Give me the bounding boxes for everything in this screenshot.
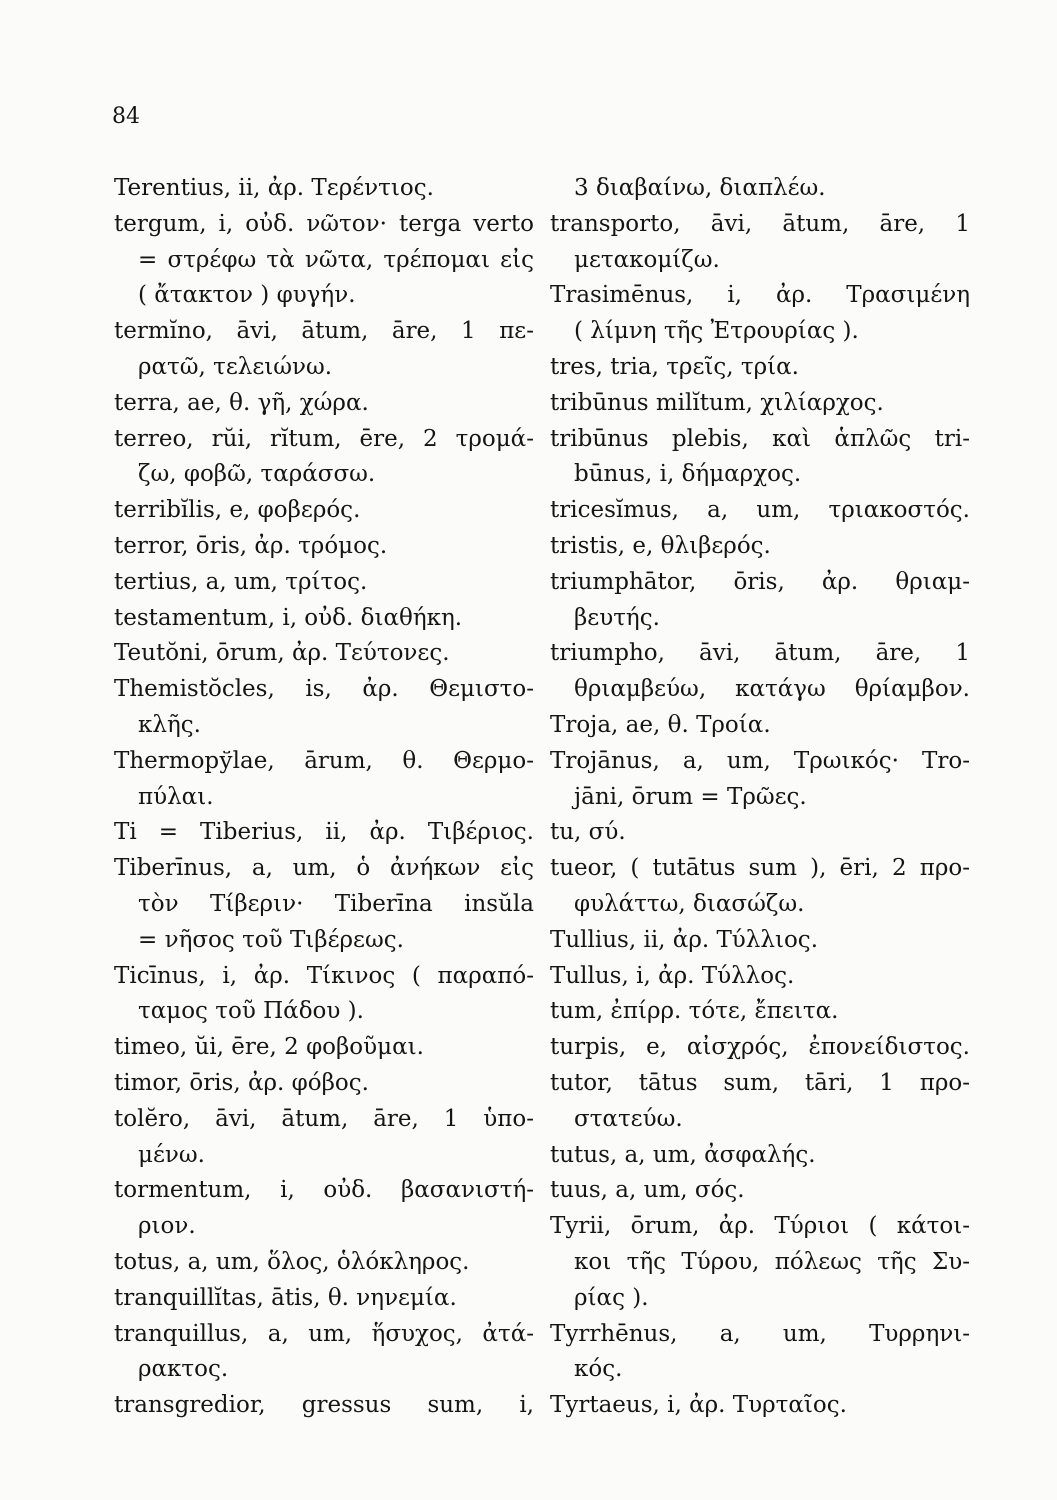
- dictionary-line: terror, ōris, ἀρ. τρόμος.: [114, 532, 388, 559]
- dictionary-line: timeo, ŭi, ēre, 2 φοβοῦμαι.: [114, 1034, 424, 1061]
- dictionary-line: testamentum, i, οὐδ. διαθήκη.: [114, 604, 463, 631]
- dictionary-line: κλῆς.: [138, 711, 201, 738]
- dictionary-line: tutus, a, um, ἀσφαλής.: [550, 1141, 816, 1168]
- dictionary-line: tricesĭmus, a, um, τριακοστός.: [550, 497, 970, 524]
- dictionary-line: termĭno, āvi, ātum, āre, 1 πε-: [114, 318, 534, 345]
- dictionary-line: Trojānus, a, um, Τρωικός· Tro-: [550, 747, 970, 774]
- dictionary-line: πύλαι.: [138, 783, 214, 810]
- right-column: [550, 171, 970, 1424]
- dictionary-line: = στρέφω τὰ νῶτα, τρέπομαι εἰς: [138, 246, 534, 273]
- dictionary-line: ταμος τοῦ Πάδου ).: [138, 998, 364, 1025]
- dictionary-line: κός.: [574, 1356, 623, 1383]
- dictionary-line: tueor, ( tutātus sum ), ēri, 2 προ-: [550, 855, 970, 882]
- dictionary-line: Trasimēnus, i, ἀρ. Τρασιμένη: [550, 282, 970, 309]
- dictionary-line: būnus, i, δήμαρχος.: [574, 461, 802, 488]
- dictionary-line: tuus, a, um, σός.: [550, 1177, 745, 1204]
- dictionary-line: turpis, e, αἰσχρός, ἐπονείδιστος.: [550, 1034, 970, 1061]
- dictionary-line: Tyrtaeus, i, ἀρ. Τυρταῖος.: [550, 1392, 847, 1419]
- dictionary-line: tranquillus, a, um, ἥσυχος, ἀτά-: [114, 1320, 534, 1347]
- dictionary-line: φυλάττω, διασώζω.: [574, 890, 805, 917]
- dictionary-line: Tullius, ii, ἀρ. Τύλλιος.: [550, 926, 819, 953]
- dictionary-line: terreo, rŭi, rĭtum, ēre, 2 τρομά-: [114, 425, 534, 452]
- dictionary-line: triumphātor, ōris, ἀρ. θριαμ-: [550, 568, 970, 595]
- dictionary-line: Themistŏcles, is, ἀρ. Θεμιστο-: [114, 676, 534, 703]
- dictionary-line: ( λίμνη τῆς Ἐτρουρίας ).: [574, 318, 859, 345]
- dictionary-line: ρακτος.: [138, 1356, 229, 1383]
- dictionary-line: 3 διαβαίνω, διαπλέω.: [574, 175, 826, 201]
- dictionary-line: στατεύω.: [574, 1105, 683, 1132]
- dictionary-line: κοι τῆς Τύρου, πόλεως τῆς Συ-: [574, 1248, 970, 1275]
- dictionary-line: μετακομίζω.: [574, 246, 720, 273]
- dictionary-line: Ti = Tiberius, ii, ἀρ. Τιβέριος.: [114, 819, 534, 846]
- dictionary-line: Tiberīnus, a, um, ὁ ἀνήκων εἰς: [114, 855, 534, 882]
- dictionary-line: tutor, tātus sum, tāri, 1 προ-: [550, 1069, 970, 1096]
- dictionary-line: totus, a, um, ὅλος, ὁλόκληρος.: [114, 1248, 470, 1275]
- left-column: [114, 171, 534, 1424]
- dictionary-line: μένω.: [138, 1141, 205, 1168]
- dictionary-line: triumpho, āvi, ātum, āre, 1: [550, 640, 970, 667]
- dictionary-line: tranquillĭtas, ātis, θ. νηνεμία.: [114, 1284, 457, 1311]
- dictionary-line: tu, σύ.: [550, 819, 626, 846]
- dictionary-line: Tyrii, ōrum, ἀρ. Τύριοι ( κάτοι-: [550, 1213, 970, 1240]
- dictionary-line: ( ἄτακτον ) φυγήν.: [138, 282, 356, 309]
- dictionary-line: Tullus, i, ἀρ. Τύλλος.: [550, 962, 795, 989]
- dictionary-line: tum, ἐπίρρ. τότε, ἔπειτα.: [550, 998, 839, 1025]
- dictionary-line: tergum, i, οὐδ. νῶτον· terga verto: [114, 210, 534, 237]
- dictionary-line: βευτής.: [574, 604, 660, 631]
- dictionary-line: Teutŏni, ōrum, ἀρ. Τεύτονες.: [114, 640, 450, 667]
- dictionary-line: Tyrrhēnus, a, um, Τυρρηνι-: [550, 1320, 970, 1347]
- dictionary-line: terra, ae, θ. γῆ, χώρα.: [114, 389, 369, 416]
- page-number: 84: [112, 104, 140, 129]
- dictionary-line: ριον.: [138, 1213, 196, 1240]
- dictionary-line: tristis, e, θλιβερός.: [550, 532, 771, 559]
- dictionary-line: ρατῶ, τελειώνω.: [138, 353, 333, 380]
- dictionary-line: tribūnus plebis, καὶ ἁπλῶς tri-: [550, 425, 970, 452]
- dictionary-line: tres, tria, τρεῖς, τρία.: [550, 353, 799, 380]
- dictionary-line: Terentius, ii, ἀρ. Τερέντιος.: [114, 175, 434, 201]
- dictionary-line: Troja, ae, θ. Τροία.: [550, 711, 771, 738]
- dictionary-line: transgredior, gressus sum, i,: [114, 1392, 534, 1419]
- dictionary-line: tormentum, i, οὐδ. βασανιστή-: [114, 1177, 534, 1204]
- dictionary-line: ζω, φοβῶ, ταράσσω.: [138, 461, 376, 488]
- dictionary-line: jāni, ōrum = Τρῶες.: [574, 783, 807, 810]
- dictionary-line: timor, ōris, ἀρ. φόβος.: [114, 1069, 369, 1096]
- dictionary-line: transporto, āvi, ātum, āre, 1: [550, 210, 970, 237]
- dictionary-line: ρίας ).: [574, 1284, 649, 1311]
- dictionary-line: tolĕro, āvi, ātum, āre, 1 ὑπο-: [114, 1105, 534, 1132]
- dictionary-line: tertius, a, um, τρίτος.: [114, 568, 368, 595]
- dictionary-line: Ticīnus, i, ἀρ. Τίκινος ( παραπό-: [114, 962, 534, 989]
- dictionary-line: tribūnus milĭtum, χιλίαρχος.: [550, 389, 884, 416]
- dictionary-line: terribĭlis, e, φοβερός.: [114, 497, 361, 524]
- dictionary-line: θριαμβεύω, κατάγω θρίαμβον.: [574, 676, 970, 703]
- dictionary-line: = νῆσος τοῦ Τιβέρεως.: [138, 926, 404, 953]
- dictionary-line: τὸν Τίβεριν· Tiberīna insŭla: [138, 890, 534, 917]
- dictionary-line: Thermopўlae, ārum, θ. Θερμο-: [114, 747, 534, 774]
